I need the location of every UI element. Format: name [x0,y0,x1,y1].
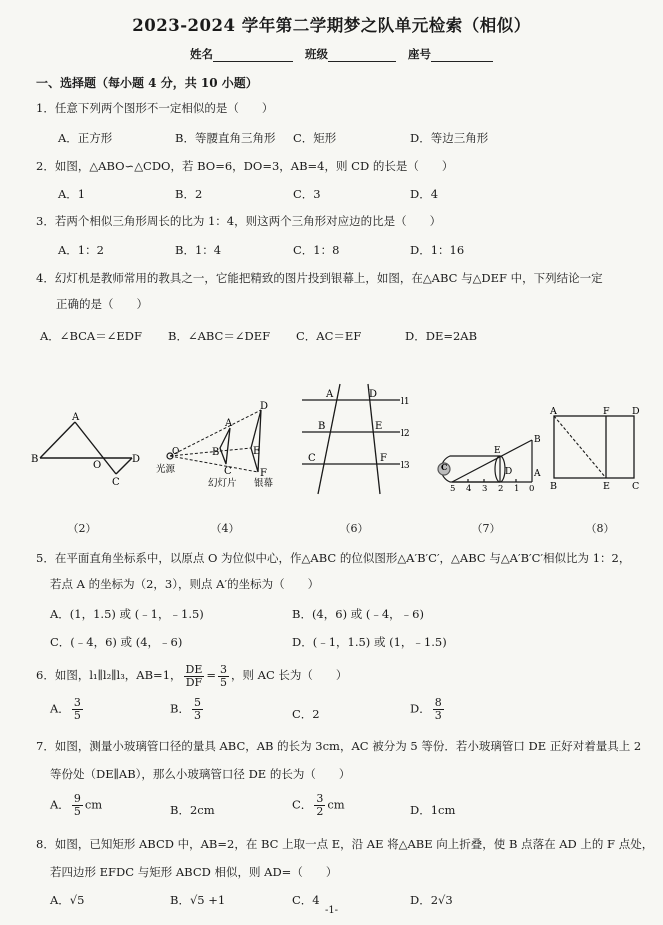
question-3-option-a: A．1：2 [58,243,104,257]
question-5-option-a: A．(1，1.5) 或 (﹣1，﹣1.5) [50,607,204,621]
f8-label-e: E [603,481,610,492]
f8-label-d: D [632,406,640,417]
question-8-text-line1: 8．如图，已知矩形 ABCD 中，AB=2，在 BC 上取一点 E，沿 AE 将△ABE 向上折叠，使 B 点落在 AD 上的 F 点处， [36,837,654,851]
question-7-option-d: D．1cm [410,803,456,817]
question-4-text-line1: 4．幻灯机是教师常用的教具之一，它能把精致的图片投到银幕上，如图，在△ABC 与△DEF 中，下列结论一定 [36,271,603,285]
f2-label-d: D [132,454,140,465]
f4-label-e: E [253,446,261,457]
question-7-option-c [292,793,345,818]
f8-rectangle-abcd [554,416,634,478]
q6-text-pre: 6．如图，l₁∥l₂∥l₃，AB=1， [36,668,182,682]
question-4-option-b: B．∠ABC＝∠DEF [168,329,271,343]
question-1-text: 1．任意下列两个图形不一定相似的是（ ） [36,101,274,115]
f7-tick-0: 0 [529,484,535,492]
question-6-option-b [170,697,205,722]
f2-segment-ab [40,422,75,458]
f8-label-f: F [603,406,610,417]
q7-a-label: A． [50,797,70,812]
f8-label-b: B [550,481,557,492]
f7-label-d: D [505,467,513,477]
class-blank [328,49,396,62]
question-8-option-c: C．4 [292,893,320,907]
f4-label-light-source: 光源 [156,464,176,475]
question-4-option-a: A．∠BCA＝∠EDF [40,329,142,343]
q6-fraction-ratio [218,664,229,689]
q7-a-fraction [72,793,83,818]
figure-4-caption: （4） [210,522,240,535]
question-5-text-line1: 5．在平面直角坐标系中，以原点 O 为位似中心，作△ABC 的位似图形△A′B′C′，△ABC 与△A′B′C′相似比为 1：2， [36,551,631,565]
figure-2-caption: （2） [67,522,97,535]
question-7-text-line2: 等份处（DE∥AB），那么小玻璃管口径 DE 的长为（ ） [50,767,351,781]
f4-label-o: O [172,447,180,457]
q6-ratio-den: 5 [220,675,228,689]
f4-label-b: B [212,447,220,458]
q6-d-num: 8 [434,696,442,709]
question-6-text [36,660,347,690]
f4-label-f: F [260,468,267,479]
page-number: -1- [324,905,339,916]
f2-label-b: B [31,454,39,465]
question-7-option-a [50,793,102,818]
question-5-option-d: D．(﹣1，1.5) 或 (1，﹣1.5) [292,635,447,649]
question-2-option-a: A．1 [58,187,86,201]
q6-b-den: 3 [193,709,201,722]
question-5-text-line2: 若点 A 的坐标为（2，3），则点 A′的坐标为（ ） [50,577,320,591]
question-3-option-c: C．1：8 [293,243,340,257]
figure-2-diagram [30,410,140,490]
f6-label-l2: l2 [401,429,410,439]
question-8-option-d: D．2√3 [410,893,453,907]
f2-segment-cd [116,458,132,474]
question-6-option-c: C．2 [292,707,320,721]
f7-tick-1: 1 [514,484,520,492]
figure-8-caption: （8） [585,522,615,535]
question-6-option-d [410,697,446,722]
f6-label-d: D [369,389,378,400]
f4-label-screen: 银幕 [254,478,274,489]
f7-tick-5: 5 [450,484,456,492]
f8-fold-line-ae [554,416,606,478]
q6-equals: = [206,668,217,682]
question-2-option-c: C．3 [293,187,321,201]
f7-label-e: E [494,446,501,456]
f6-label-l3: l3 [401,461,410,471]
section-title: 一、选择题（每小题 4 分，共 10 小题） [36,76,258,90]
figure-4-diagram [156,400,286,492]
f4-triangle-def [251,410,261,472]
q6-a-den: 5 [73,709,81,722]
figure-7-diagram [428,426,546,492]
f4-label-slide: 幻灯片 [208,478,237,489]
seat-label: 座号 [408,47,432,61]
q7-c-fraction [314,793,325,818]
q7-a-den: 5 [73,805,81,818]
seat-blank [431,49,493,62]
f7-tick-3: 3 [482,484,488,492]
question-7-text-line1: 7．如图，测量小玻璃管口径的量具 ABC，AB 的长为 3cm，AC 被分为 5 等份．若小玻璃管口 DE 正好对着量具上 2 [36,739,642,753]
q6-text-post: ，则 AC 长为（ ） [231,668,348,682]
question-5-option-c: C．(﹣4，6) 或 (4，﹣6) [50,635,183,649]
question-6-option-a [50,697,85,722]
figure-8-diagram [548,404,648,492]
student-info-line [190,46,501,62]
f6-label-l1: l1 [401,397,410,407]
q7-a-unit: cm [84,797,103,812]
question-3-option-b: B．1：4 [175,243,222,257]
f4-label-c: C [224,466,232,477]
question-2-option-b: B．2 [175,187,203,201]
figure-7-caption: （7） [471,522,501,535]
f2-label-o: O [93,460,102,471]
f8-label-a: A [550,406,557,417]
q7-c-den: 2 [316,805,324,818]
figure-6-caption: （6） [339,522,369,535]
name-label: 姓名 [190,47,213,61]
q6-a-num: 3 [73,696,81,709]
q6-a-fraction [72,697,83,722]
f7-tick-2: 2 [498,484,504,492]
f7-ruler-cb [452,440,532,482]
question-8-text-line2: 若四边形 EFDC 与矩形 ABCD 相似，则 AD=（ ） [50,865,338,879]
question-4-option-c: C．AC＝EF [296,329,362,343]
f2-label-a: A [72,412,80,423]
f2-label-c: C [112,477,120,488]
f8-label-c: C [632,481,640,492]
f4-label-a: A [225,418,233,429]
question-3-text: 3．若两个相似三角形周长的比为 1：4，则这两个三角形对应边的比是（ ） [36,214,442,228]
question-1-option-c: C．矩形 [293,131,337,145]
figure-6-diagram [300,380,420,498]
question-1-option-b: B．等腰直角三角形 [175,131,276,145]
q6-b-num: 5 [193,696,201,709]
f6-label-c: C [308,453,316,464]
q6-b-label: B． [170,701,190,716]
question-8-option-a: A．√5 [50,893,85,907]
f6-label-a: A [326,389,334,400]
q6-fraction-de-df [184,664,205,689]
f4-label-d: D [260,401,269,412]
f7-label-b: B [534,435,541,445]
question-3-option-d: D．1：16 [410,243,465,257]
q7-c-num: 3 [316,792,324,805]
q7-a-num: 9 [73,792,81,805]
f6-label-b: B [318,421,326,432]
q6-d-fraction [433,697,444,722]
f4-triangle-abc [220,428,230,464]
question-2-text: 2．如图，△ABO∽△CDO，若 BO=6，DO=3，AB=4，则 CD 的长是（ ） [36,159,454,173]
question-5-option-b: B．(4，6) 或 (﹣4，﹣6) [292,607,424,621]
question-1-option-d: D．等边三角形 [410,131,489,145]
q6-d-label: D． [410,701,431,716]
question-1-option-a: A．正方形 [58,131,113,145]
name-blank [213,49,293,62]
q6-d-den: 3 [434,709,442,722]
q6-b-fraction [192,697,203,722]
q6-a-label: A． [50,701,70,716]
f6-label-e: E [375,421,383,432]
f7-label-a: A [534,469,541,479]
q6-frac-den: DF [185,675,203,689]
q6-frac-num: DE [185,662,203,676]
f7-label-c: C [441,462,448,472]
page-title: 2023-2024 学年第二学期梦之队单元检索（相似） [132,16,531,35]
question-7-option-b: B．2cm [170,803,215,817]
question-8-option-b: B．√5 +1 [170,893,226,907]
question-2-option-d: D．4 [410,187,439,201]
class-label: 班级 [305,47,329,61]
f7-tick-4: 4 [466,484,472,492]
q7-c-label: C． [292,797,313,812]
question-4-text-line2: 正确的是（ ） [56,297,148,311]
question-4-option-d: D．DE=2AB [405,329,478,343]
q7-c-unit: cm [327,797,345,812]
f6-label-f: F [380,453,387,464]
q6-ratio-num: 3 [220,662,228,676]
